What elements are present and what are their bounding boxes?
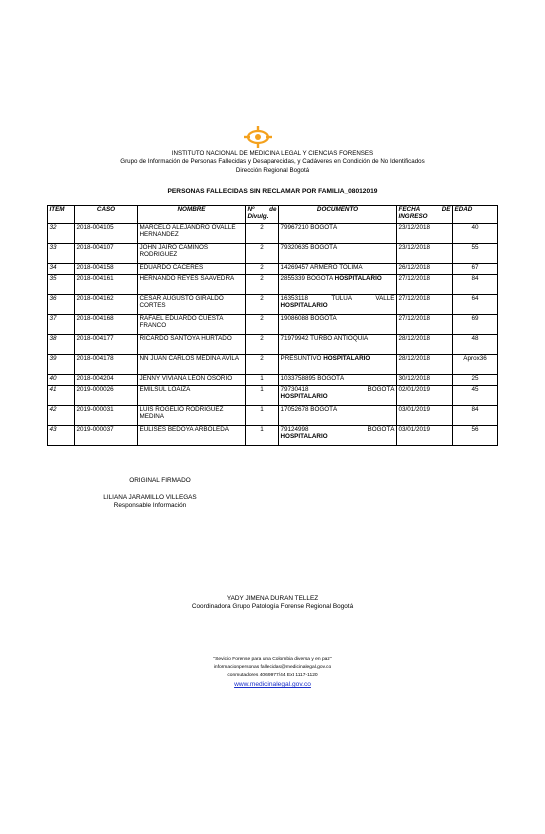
cell-edad: 84: [453, 275, 498, 295]
institute-logo: [244, 126, 272, 148]
cell-item: 41: [48, 386, 75, 406]
cell-documento: 14269457 ARMERO TOLIMA: [279, 264, 397, 275]
cell-documento: 79124998 BOGOTÁ HOSPITALARIO: [279, 426, 397, 446]
cell-fecha: 03/01/2019: [397, 426, 453, 446]
col-caso-header: CASO: [75, 206, 138, 224]
cell-nombre: JOHN JAIRO CAMINOS RODRIGUEZ: [138, 244, 246, 264]
cell-documento: 17052678 BOGOTÁ: [279, 406, 397, 426]
cell-nombre: EMILSUL LOAIZA: [138, 386, 246, 406]
cell-fecha: 30/12/2018: [397, 375, 453, 386]
cell-edad: 84: [453, 406, 498, 426]
cell-documento: 16353118 TULUA VALLE HOSPITALARIO: [279, 295, 397, 315]
cell-edad: 48: [453, 335, 498, 355]
cell-fecha: 27/12/2018: [397, 275, 453, 295]
cell-ndiv: 2: [246, 244, 279, 264]
cell-caso: 2019-000031: [75, 406, 138, 426]
cell-documento: 79967210 BOGOTÁ: [279, 224, 397, 244]
cell-nombre: CESAR AUGUSTO GIRALDO CORTES: [138, 295, 246, 315]
cell-edad: 64: [453, 295, 498, 315]
cell-fecha: 03/01/2019: [397, 406, 453, 426]
cell-caso: 2018-004107: [75, 244, 138, 264]
cell-ndiv: 2: [246, 264, 279, 275]
cell-caso: 2018-004168: [75, 315, 138, 335]
table-row: [48, 406, 498, 426]
cell-ndiv: 1: [246, 406, 279, 426]
cell-caso: 2018-004162: [75, 295, 138, 315]
footer-slogan: "Sevicio Forense para una Colombia diversa y en paz": [213, 657, 332, 662]
cell-nombre: NN JUAN CARLOS MEDINA AVILA: [138, 355, 246, 375]
cell-ndiv: 1: [246, 426, 279, 446]
cell-fecha: 26/12/2018: [397, 264, 453, 275]
coordinator-name: YADY JIMENA DURAN TELLEZ: [226, 595, 319, 602]
cell-edad: 45: [453, 386, 498, 406]
document-title: PERSONAS FALLECIDAS SIN RECLAMAR POR FAMILIA_08012019: [167, 188, 378, 195]
cell-item: 32: [48, 224, 75, 244]
table-header-row: [48, 206, 498, 224]
cell-caso: 2018-004161: [75, 275, 138, 295]
cell-fecha: 23/12/2018: [397, 224, 453, 244]
cell-ndiv: 2: [246, 355, 279, 375]
footer-email: informacionpersonas fallecidas@medicinalegal.gov.co: [213, 665, 332, 670]
col-nombre-header: NOMBRE: [138, 206, 246, 224]
cell-ndiv: 2: [246, 295, 279, 315]
col-ndiv-header: Nº de Divulg.: [246, 206, 279, 224]
cell-caso: 2018-004177: [75, 335, 138, 355]
original-signed-label: ORIGINAL FIRMADO: [129, 477, 191, 484]
cell-fecha: 27/12/2018: [397, 295, 453, 315]
cell-item: 34: [48, 264, 75, 275]
cell-edad: Aprox36: [453, 355, 498, 375]
cell-nombre: LUIS ROGELIO RODRIGUEZ MEDINA: [138, 406, 246, 426]
cell-edad: 69: [453, 315, 498, 335]
table-row: [48, 426, 498, 446]
signer-role: Responsable Información: [113, 502, 187, 509]
cell-item: 35: [48, 275, 75, 295]
signer-name: LILIANA JARAMILLO VILLEGAS: [103, 494, 197, 501]
cell-fecha: 28/12/2018: [397, 335, 453, 355]
cell-item: 33: [48, 244, 75, 264]
cell-caso: 2019-000026: [75, 386, 138, 406]
cell-item: 37: [48, 315, 75, 335]
cell-edad: 67: [453, 264, 498, 275]
cell-edad: 56: [453, 426, 498, 446]
cell-item: 36: [48, 295, 75, 315]
cell-nombre: EULISES BEDOYA ARBOLEDA: [138, 426, 246, 446]
cell-ndiv: 2: [246, 315, 279, 335]
cell-ndiv: 2: [246, 275, 279, 295]
cell-caso: 2018-004204: [75, 375, 138, 386]
table-row: [48, 355, 498, 375]
cell-nombre: EDUARDO CACERES: [138, 264, 246, 275]
footer-website-link[interactable]: www.medicinalegal.gov.co: [234, 681, 311, 688]
cell-fecha: 28/12/2018: [397, 355, 453, 375]
cell-edad: 25: [453, 375, 498, 386]
cell-nombre: RAFAEL EDUARDO CUESTA FRANCO: [138, 315, 246, 335]
cell-documento: 71979942 TURBO ANTIOQUIA: [279, 335, 397, 355]
cell-ndiv: 1: [246, 375, 279, 386]
col-edad-header: EDAD: [453, 206, 498, 224]
table-row: [48, 295, 498, 315]
cell-documento: 79320635 BOGOTÁ: [279, 244, 397, 264]
cell-item: 39: [48, 355, 75, 375]
cell-documento: 79730418 BOGOTÁ HOSPITALARIO: [279, 386, 397, 406]
regional-direction: Dirección Regional Bogotá: [235, 167, 310, 174]
table-row: [48, 386, 498, 406]
cell-item: 38: [48, 335, 75, 355]
cell-fecha: 02/01/2019: [397, 386, 453, 406]
col-fecha-header: FECHA DE INGRESO: [397, 206, 453, 224]
col-documento-header: DOCUMENTO: [279, 206, 397, 224]
cell-documento: 2855339 BOGOTA HOSPITALARIO: [279, 275, 397, 295]
cell-fecha: 27/12/2018: [397, 315, 453, 335]
table-row: [48, 224, 498, 244]
footer-phones: conmutadores 4069977/44 Ext 1117-1120: [227, 673, 318, 678]
table-row: [48, 264, 498, 275]
table-row: [48, 335, 498, 355]
table-row: [48, 315, 498, 335]
cell-caso: 2019-000037: [75, 426, 138, 446]
cell-item: 43: [48, 426, 75, 446]
table-row: [48, 275, 498, 295]
cell-edad: 55: [453, 244, 498, 264]
group-name: Grupo de Información de Personas Fallecidas y Desaparecidas, y Cadáveres en Condición de No Identificados: [120, 158, 425, 165]
cell-documento: PRESUNTIVO HOSPITALARIO: [279, 355, 397, 375]
cell-caso: 2018-004158: [75, 264, 138, 275]
cell-ndiv: 2: [246, 224, 279, 244]
cell-edad: 40: [453, 224, 498, 244]
cell-nombre: HERNANDO REYES SAAVEDRA: [138, 275, 246, 295]
institute-name: INSTITUTO NACIONAL DE MEDICINA LEGAL Y CIENCIAS FORENSES: [171, 150, 374, 157]
coordinator-role: Coordinadora Grupo Patología Forense Regional Bogotá: [191, 603, 354, 610]
cell-item: 42: [48, 406, 75, 426]
cell-documento: 19086088 BOGOTA: [279, 315, 397, 335]
cell-caso: 2018-004178: [75, 355, 138, 375]
cell-documento: 1033758895 BOGOTÁ: [279, 375, 397, 386]
cell-item: 40: [48, 375, 75, 386]
cell-fecha: 23/12/2018: [397, 244, 453, 264]
cell-nombre: JENNY VIVIANA LEON OSORIO: [138, 375, 246, 386]
col-item-header: ITEM: [48, 206, 75, 224]
deceased-table: [47, 205, 498, 446]
cell-ndiv: 2: [246, 335, 279, 355]
cell-nombre: MARCELO ALEJANDRO OVALLE HERNANDEZ: [138, 224, 246, 244]
table-row: [48, 375, 498, 386]
cell-nombre: RICARDO SANTOYA HURTADO: [138, 335, 246, 355]
cell-caso: 2018-004105: [75, 224, 138, 244]
table-row: [48, 244, 498, 264]
cell-ndiv: 1: [246, 386, 279, 406]
